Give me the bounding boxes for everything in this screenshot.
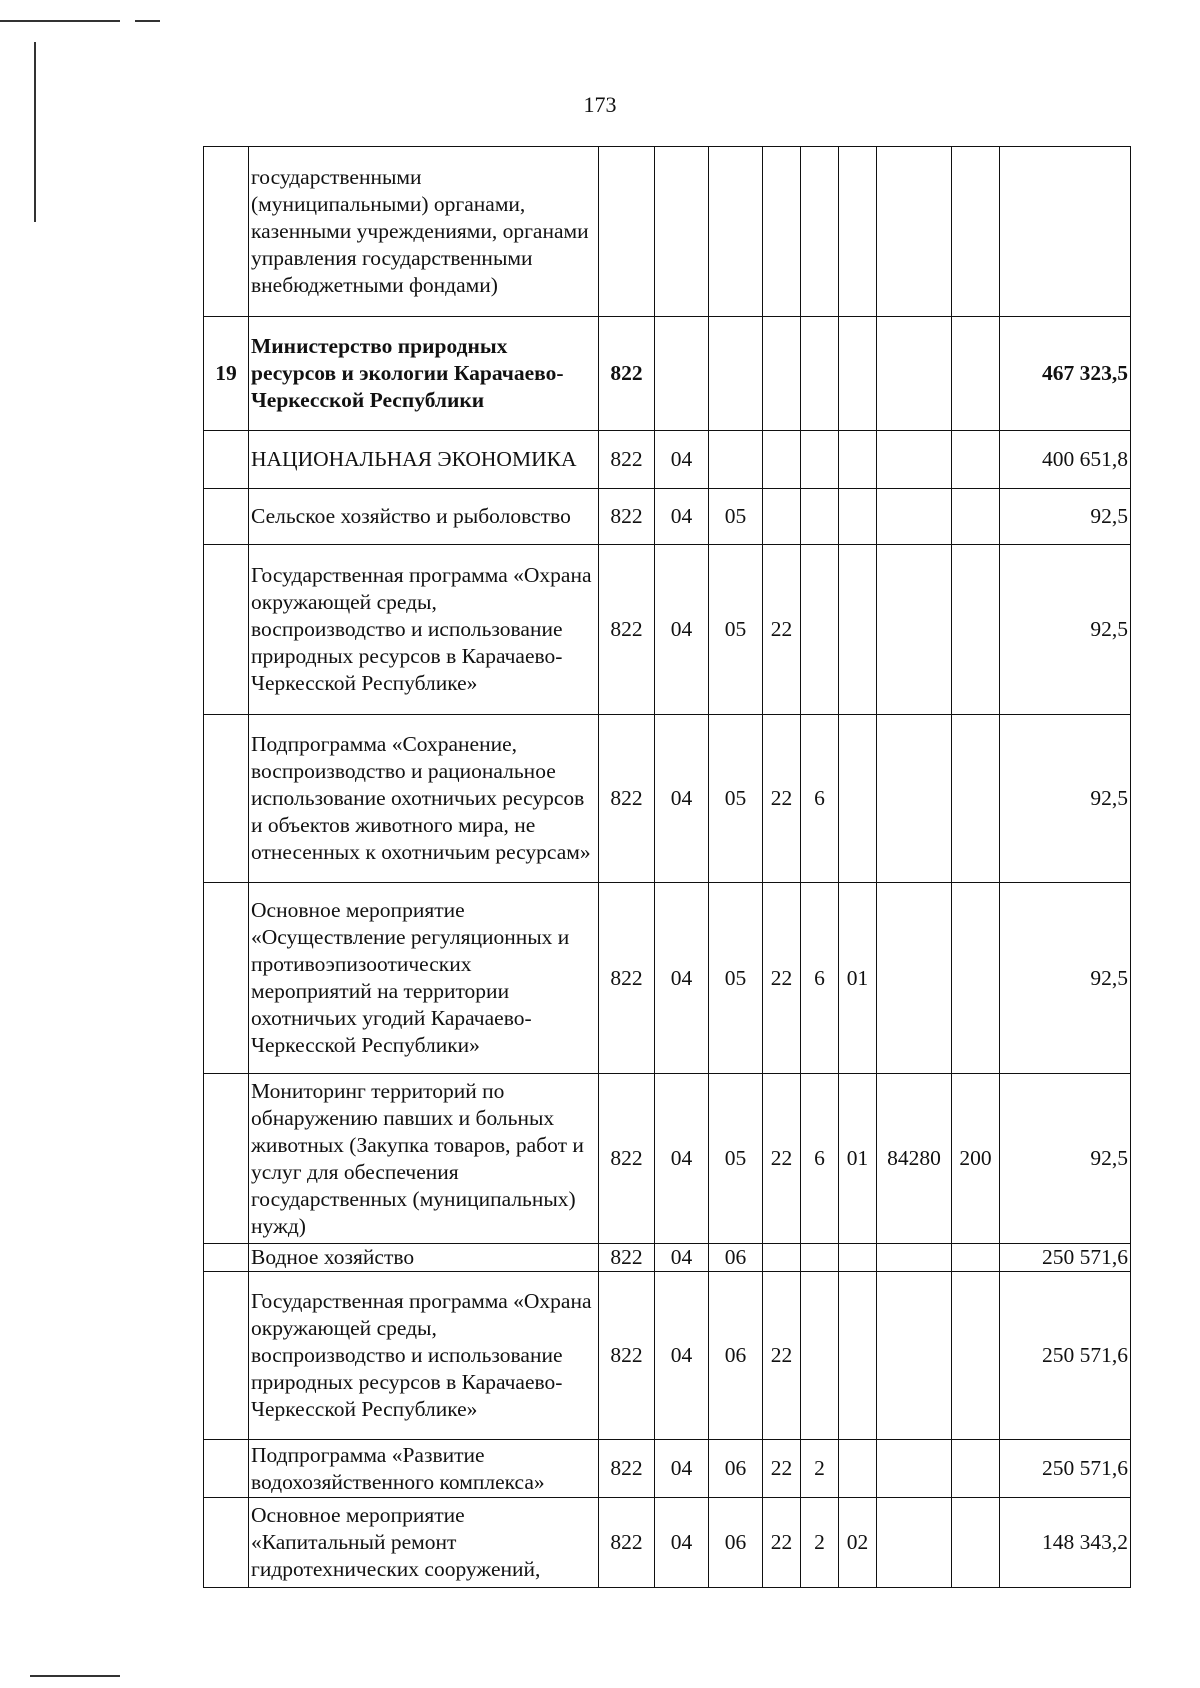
- main-event-code-cell: 02: [839, 1498, 877, 1588]
- row-name-cell: государственными (муниципальными) органами, казенными учреждениями, органами управления государственными внебюджетными фондами): [249, 147, 599, 317]
- row-number-cell: [204, 1272, 249, 1440]
- row-number-cell: [204, 1498, 249, 1588]
- row-number-cell: [204, 147, 249, 317]
- expense-type-cell: [952, 1440, 1000, 1498]
- program-code-cell: [763, 1244, 801, 1272]
- amount-cell: 467 323,5: [1000, 317, 1131, 431]
- expense-direction-cell: 84280: [877, 1074, 952, 1244]
- main-event-code-cell: [839, 317, 877, 431]
- section-code-cell: 04: [655, 545, 709, 715]
- expense-direction-cell: [877, 489, 952, 545]
- expense-type-cell: [952, 1272, 1000, 1440]
- grbs-code-cell: 822: [599, 317, 655, 431]
- row-name-cell: Основное мероприятие «Капитальный ремонт гидротехнических сооружений,: [249, 1498, 599, 1588]
- amount-cell: 92,5: [1000, 1074, 1131, 1244]
- row-number-cell: [204, 489, 249, 545]
- table-row: [204, 147, 1131, 317]
- section-code-cell: 04: [655, 489, 709, 545]
- expense-direction-cell: [877, 1440, 952, 1498]
- expense-type-cell: [952, 489, 1000, 545]
- main-event-code-cell: [839, 147, 877, 317]
- table-row: [204, 545, 1131, 715]
- main-event-code-cell: [839, 489, 877, 545]
- table-row: [204, 1244, 1131, 1272]
- amount-cell: 92,5: [1000, 715, 1131, 883]
- program-code-cell: 22: [763, 1498, 801, 1588]
- main-event-code-cell: [839, 1440, 877, 1498]
- row-name-cell: Министерство природных ресурсов и экологии Карачаево-Черкесской Республики: [249, 317, 599, 431]
- main-event-code-cell: [839, 1272, 877, 1440]
- grbs-code-cell: 822: [599, 715, 655, 883]
- row-name-cell: НАЦИОНАЛЬНАЯ ЭКОНОМИКА: [249, 431, 599, 489]
- section-code-cell: [655, 147, 709, 317]
- row-name-cell: Сельское хозяйство и рыболовство: [249, 489, 599, 545]
- expense-direction-cell: [877, 317, 952, 431]
- section-code-cell: [655, 317, 709, 431]
- budget-table: [203, 146, 1131, 1588]
- amount-cell: 92,5: [1000, 489, 1131, 545]
- section-code-cell: 04: [655, 1440, 709, 1498]
- program-code-cell: [763, 431, 801, 489]
- section-code-cell: 04: [655, 1498, 709, 1588]
- table-row: [204, 1272, 1131, 1440]
- section-code-cell: 04: [655, 715, 709, 883]
- row-name-cell: Основное мероприятие «Осуществление регуляционных и противоэпизоотических мероприятий на территории охотничьих угодий Карачаево-Черкесской Республики»: [249, 883, 599, 1074]
- expense-type-cell: [952, 1244, 1000, 1272]
- grbs-code-cell: 822: [599, 883, 655, 1074]
- subprogram-code-cell: [801, 545, 839, 715]
- scan-edge-line: [135, 20, 160, 22]
- expense-type-cell: [952, 545, 1000, 715]
- subsection-code-cell: 05: [709, 545, 763, 715]
- grbs-code-cell: 822: [599, 1074, 655, 1244]
- row-number-cell: [204, 1074, 249, 1244]
- grbs-code-cell: 822: [599, 1440, 655, 1498]
- subsection-code-cell: 05: [709, 1074, 763, 1244]
- amount-cell: 92,5: [1000, 545, 1131, 715]
- amount-cell: 148 343,2: [1000, 1498, 1131, 1588]
- grbs-code-cell: 822: [599, 545, 655, 715]
- grbs-code-cell: [599, 147, 655, 317]
- program-code-cell: 22: [763, 1440, 801, 1498]
- row-number-cell: [204, 1440, 249, 1498]
- section-code-cell: 04: [655, 1272, 709, 1440]
- program-code-cell: 22: [763, 883, 801, 1074]
- program-code-cell: [763, 489, 801, 545]
- program-code-cell: 22: [763, 1272, 801, 1440]
- subsection-code-cell: 05: [709, 883, 763, 1074]
- subprogram-code-cell: 2: [801, 1440, 839, 1498]
- subprogram-code-cell: [801, 317, 839, 431]
- program-code-cell: [763, 317, 801, 431]
- expense-direction-cell: [877, 545, 952, 715]
- grbs-code-cell: 822: [599, 1272, 655, 1440]
- subsection-code-cell: 06: [709, 1272, 763, 1440]
- main-event-code-cell: [839, 715, 877, 883]
- section-code-cell: 04: [655, 1244, 709, 1272]
- subsection-code-cell: 05: [709, 715, 763, 883]
- main-event-code-cell: 01: [839, 1074, 877, 1244]
- amount-cell: 250 571,6: [1000, 1440, 1131, 1498]
- table-row: [204, 489, 1131, 545]
- grbs-code-cell: 822: [599, 1498, 655, 1588]
- program-code-cell: 22: [763, 1074, 801, 1244]
- row-name-cell: Подпрограмма «Сохранение, воспроизводство и рациональное использование охотничьих ресурсов и объектов животного мира, не отнесенных к охотничьим ресурсам»: [249, 715, 599, 883]
- section-code-cell: 04: [655, 1074, 709, 1244]
- expense-direction-cell: [877, 1272, 952, 1440]
- subsection-code-cell: 06: [709, 1498, 763, 1588]
- main-event-code-cell: [839, 431, 877, 489]
- table-row: [204, 715, 1131, 883]
- subsection-code-cell: 06: [709, 1440, 763, 1498]
- expense-type-cell: [952, 431, 1000, 489]
- expense-type-cell: 200: [952, 1074, 1000, 1244]
- subprogram-code-cell: 2: [801, 1498, 839, 1588]
- scan-edge-line: [30, 1675, 120, 1677]
- expense-type-cell: [952, 1498, 1000, 1588]
- section-code-cell: 04: [655, 883, 709, 1074]
- main-event-code-cell: 01: [839, 883, 877, 1074]
- row-number-cell: [204, 715, 249, 883]
- budget-table-body: [204, 147, 1131, 1588]
- subprogram-code-cell: 6: [801, 883, 839, 1074]
- expense-type-cell: [952, 147, 1000, 317]
- subsection-code-cell: 06: [709, 1244, 763, 1272]
- row-name-cell: Подпрограмма «Развитие водохозяйственного комплекса»: [249, 1440, 599, 1498]
- expense-direction-cell: [877, 1244, 952, 1272]
- row-number-cell: [204, 431, 249, 489]
- grbs-code-cell: 822: [599, 489, 655, 545]
- subprogram-code-cell: [801, 147, 839, 317]
- program-code-cell: 22: [763, 545, 801, 715]
- grbs-code-cell: 822: [599, 1244, 655, 1272]
- table-row: [204, 1074, 1131, 1244]
- expense-type-cell: [952, 715, 1000, 883]
- main-event-code-cell: [839, 1244, 877, 1272]
- subprogram-code-cell: [801, 431, 839, 489]
- row-number-cell: [204, 883, 249, 1074]
- row-name-cell: Государственная программа «Охрана окружающей среды, воспроизводство и использование природных ресурсов в Карачаево-Черкесской Республике»: [249, 1272, 599, 1440]
- amount-cell: 92,5: [1000, 883, 1131, 1074]
- subprogram-code-cell: 6: [801, 715, 839, 883]
- expense-direction-cell: [877, 147, 952, 317]
- expense-direction-cell: [877, 715, 952, 883]
- expense-type-cell: [952, 883, 1000, 1074]
- row-number-cell: [204, 545, 249, 715]
- expense-direction-cell: [877, 1498, 952, 1588]
- grbs-code-cell: 822: [599, 431, 655, 489]
- amount-cell: [1000, 147, 1131, 317]
- table-row: [204, 1498, 1131, 1588]
- amount-cell: 400 651,8: [1000, 431, 1131, 489]
- subsection-code-cell: [709, 431, 763, 489]
- subprogram-code-cell: [801, 1272, 839, 1440]
- amount-cell: 250 571,6: [1000, 1272, 1131, 1440]
- expense-type-cell: [952, 317, 1000, 431]
- subprogram-code-cell: [801, 489, 839, 545]
- table-row: [204, 317, 1131, 431]
- expense-direction-cell: [877, 883, 952, 1074]
- page-number: 173: [583, 92, 617, 117]
- subsection-code-cell: [709, 147, 763, 317]
- row-number-cell: 19: [204, 317, 249, 431]
- row-name-cell: Мониторинг территорий по обнаружению павших и больных животных (Закупка товаров, работ и услуг для обеспечения государственных (муниципальных) нужд): [249, 1074, 599, 1244]
- subprogram-code-cell: [801, 1244, 839, 1272]
- scan-edge-line: [0, 20, 120, 22]
- row-number-cell: [204, 1244, 249, 1272]
- expense-direction-cell: [877, 431, 952, 489]
- row-name-cell: Водное хозяйство: [249, 1244, 599, 1272]
- program-code-cell: [763, 147, 801, 317]
- section-code-cell: 04: [655, 431, 709, 489]
- scan-margin-line: [34, 42, 36, 222]
- amount-cell: 250 571,6: [1000, 1244, 1131, 1272]
- table-row: [204, 1440, 1131, 1498]
- main-event-code-cell: [839, 545, 877, 715]
- program-code-cell: 22: [763, 715, 801, 883]
- table-row: [204, 431, 1131, 489]
- subprogram-code-cell: 6: [801, 1074, 839, 1244]
- subsection-code-cell: 05: [709, 489, 763, 545]
- subsection-code-cell: [709, 317, 763, 431]
- table-row: [204, 883, 1131, 1074]
- row-name-cell: Государственная программа «Охрана окружающей среды, воспроизводство и использование природных ресурсов в Карачаево-Черкесской Республике»: [249, 545, 599, 715]
